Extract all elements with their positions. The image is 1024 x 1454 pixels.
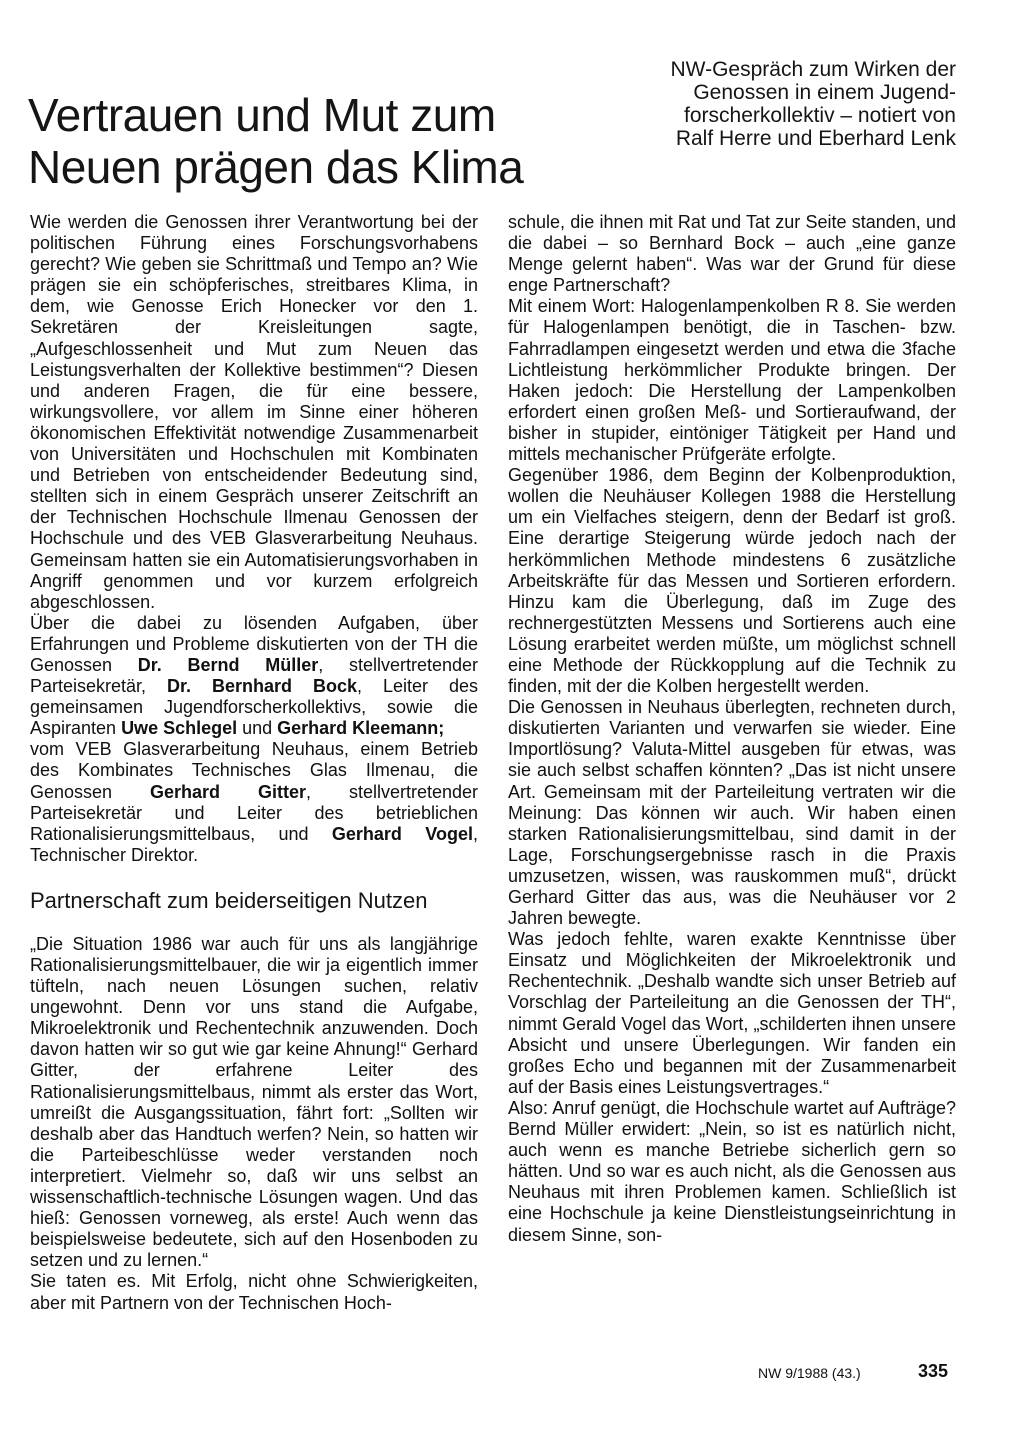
article-kicker: [596, 58, 956, 150]
body-paragraph: Gegenüber 1986, dem Beginn der Kolbenproduktion, wollen die Neuhäuser Kollegen 1988 die Herstellung um ein Vielfaches steigern, denn der Bedarf ist groß. Eine derartige Steigerung würde jedoch nach der herkömmlichen Methode mindestens 6 zusätzliche Arbeitskräfte für das Messen und Sortieren erfordern. Hinzu kam die Überlegung, daß im Zuge des rechnergestützten Messens und Sortierens auch eine Lösung erarbeitet werden müßte, um möglichst schnell eine Methode der Rückkopplung auf die Technik zu finden, mit der die Kolben hergestellt werden.: [508, 465, 956, 697]
person-name: Gerhard Vogel: [331, 823, 473, 844]
body-paragraph: Also: Anruf genügt, die Hochschule wartet auf Aufträge? Bernd Müller erwidert: „Nein, so ist es natürlich nicht, auch wenn es manche Betriebe sicherlich gern so hätten. Und so war es auch nicht, als die Genossen aus Neuhaus mit ihren Problemen kamen. Schließlich ist eine Hochschule ja keine Dienstleistungseinrichtung in diesem Sinne, son-: [508, 1097, 956, 1245]
article-headline: [28, 89, 568, 193]
body-text: und: [237, 718, 278, 739]
right-column: [508, 212, 956, 1246]
page-number: 335: [918, 1361, 949, 1381]
kicker-line-4: Ralf Herre und Eberhard Lenk: [675, 127, 956, 150]
body-paragraph: Mit einem Wort: Halogenlampenkolben R 8. Sie werden für Halogenlampen benötigt, die in Taschen- bzw. Fahrradlampen eingesetzt werden und etwa die 3fache Lichtleistung herkömmlicher Produkte bringen. Der Haken jedoch: Die Herstellung der Lampenkolben erfordert einen großen Meß- und Sortieraufwand, der bisher in stupider, eintöniger Tätigkeit per Hand und mittels mechanischer Prüfgeräte erfolgte.: [508, 296, 956, 465]
body-text: , stellvertretender Parteisekretär,: [30, 654, 479, 697]
body-paragraph: „Die Situation 1986 war auch für uns als langjährige Rationalisierungsmittelbauer, die wir ja eigentlich immer tüfteln, nach neuen Lösungen suchen, relativ ungewohnt. Denn vor uns stand die Aufgabe, Mikroelektronik und Rechentechnik anzuwenden. Doch davon hatten wir so gut wie gar keine Ahnung!“ Gerhard Gitter, der erfahrene Leiter des Rationalisierungsmittelbaus, nimmt als erster das Wort, umreißt die Ausgangssituation, fährt fort: „Sollten wir deshalb aber das Handtuch werfen? Nein, so hatten wir die Parteibeschlüsse weder verstanden noch interpretiert. Vielmehr so, daß wir uns selbst an wissenschaftlich-technische Lösungen wagen. Und das hieß: Genossen vorneweg, als erste! Auch wenn das beispielsweise bedeutete, sich auf den Hosenboden zu setzen und zu lernen.“: [30, 933, 478, 1271]
body-text: vom VEB Glasverarbeitung Neuhaus, einem Betrieb des Kombinates Technisches Glas Ilmenau, die Genossen: [30, 739, 478, 802]
person-name: Dr. Bernhard Bock: [167, 676, 358, 697]
kicker-line-2: Genossen in einem Jugend-: [693, 81, 956, 104]
person-name: Uwe Schlegel: [121, 718, 238, 739]
body-paragraph: [30, 613, 478, 740]
body-paragraph: Wie werden die Genossen ihrer Verantwortung bei der politischen Führung eines Forschungsvorhabens gerecht? Wie geben sie Schrittmaß und Tempo an? Wie prägen sie ein schöpferisches, streitbares Klima, in dem, wie Genosse Erich Honecker vor den 1. Sekretären der Kreisleitungen sagte, „Aufgeschlossenheit und Mut zum Neuen das Leistungsverhalten der Kollektive bestimmen“? Diesen und anderen Fragen, die für eine bessere, wirkungsvollere, vor allem im Sinne einer höheren ökonomischen Effektivität notwendige Zusammenarbeit von Universitäten und Hochschulen mit Kombinaten und Betrieben von entscheidender Bedeutung sind, stellten sich in einem Gespräch unserer Zeitschrift an der Technischen Hochschule Ilmenau Genossen der Hochschule und des VEB Glasverarbeitung Neuhaus. Gemeinsam hatten sie ein Automatisierungsvorhaben in Angriff genommen und vor kurzem erfolgreich abgeschlossen.: [30, 212, 478, 612]
body-text: , Technischer Direktor.: [30, 823, 478, 865]
kicker-line-1: NW-Gespräch zum Wirken der: [670, 58, 956, 81]
body-text: , Leiter des gemeinsamen Jugendforscherkollektivs, sowie die Aspiranten: [30, 676, 478, 739]
headline-line-1: Vertrauen und Mut zum: [28, 88, 496, 141]
kicker-line-3: forscherkollektiv – notiert von: [684, 104, 956, 127]
body-paragraph: [30, 739, 478, 866]
body-paragraph: Sie taten es. Mit Erfolg, nicht ohne Schwierigkeiten, aber mit Partnern von der Technischen Hoch-: [30, 1271, 478, 1313]
person-name: Gerhard Kleemann;: [277, 718, 445, 739]
body-paragraph: Die Genossen in Neuhaus überlegten, rechneten durch, diskutierten Varianten und verwarfen sie wieder. Eine Importlösung? Valuta-Mittel ausgeben für etwas, was sie auch selbst schaffen könnten? „Das ist nicht unsere Art. Gemeinsam mit der Parteileitung vertraten wir die Meinung: Das können wir auch. Wir haben einen starken Rationalisierungsmittelbau, sind damit in der Lage, Forschungsergebnisse rasch in die Praxis umzusetzen, wissen, was rauskommen muß“, drückt Gerhard Gitter das aus, was die Neuhäuser vor 2 Jahren bewegte.: [508, 697, 956, 929]
body-paragraph: Was jedoch fehlte, waren exakte Kenntnisse über Einsatz und Möglichkeiten der Mikroelektronik und Rechentechnik. „Deshalb wandte sich unser Betrieb auf Vorschlag der Parteileitung an die Genossen der TH“, nimmt Gerald Vogel das Wort, „schilderten ihnen unsere Absicht und unsere Überlegungen. Wir fanden ein großes Echo und begannen mit der Zusammenarbeit auf der Basis eines Leistungsvertrages.“: [508, 929, 956, 1097]
section-subheading: Partnerschaft zum beiderseitigen Nutzen: [30, 887, 428, 913]
body-text: Über die dabei zu lösenden Aufgaben, über Erfahrungen und Probleme diskutierten von der TH die Genossen: [30, 612, 478, 675]
left-column: [30, 212, 478, 1314]
issue-reference: NW 9/1988 (43.): [758, 1365, 861, 1381]
person-name: Dr. Bernd Müller: [137, 654, 319, 675]
body-text: , stellvertretender Parteisekretär und Leiter des betrieblichen Rationalisierungsmittelbaus, und: [30, 781, 479, 844]
person-name: Gerhard Gitter: [150, 781, 306, 802]
body-paragraph: schule, die ihnen mit Rat und Tat zur Seite standen, und die dabei – so Bernhard Bock – auch „eine ganze Menge gelernt haben“. Was war der Grund für diese enge Partnerschaft?: [508, 212, 956, 296]
headline-line-2: Neuen prägen das Klima: [28, 140, 524, 193]
